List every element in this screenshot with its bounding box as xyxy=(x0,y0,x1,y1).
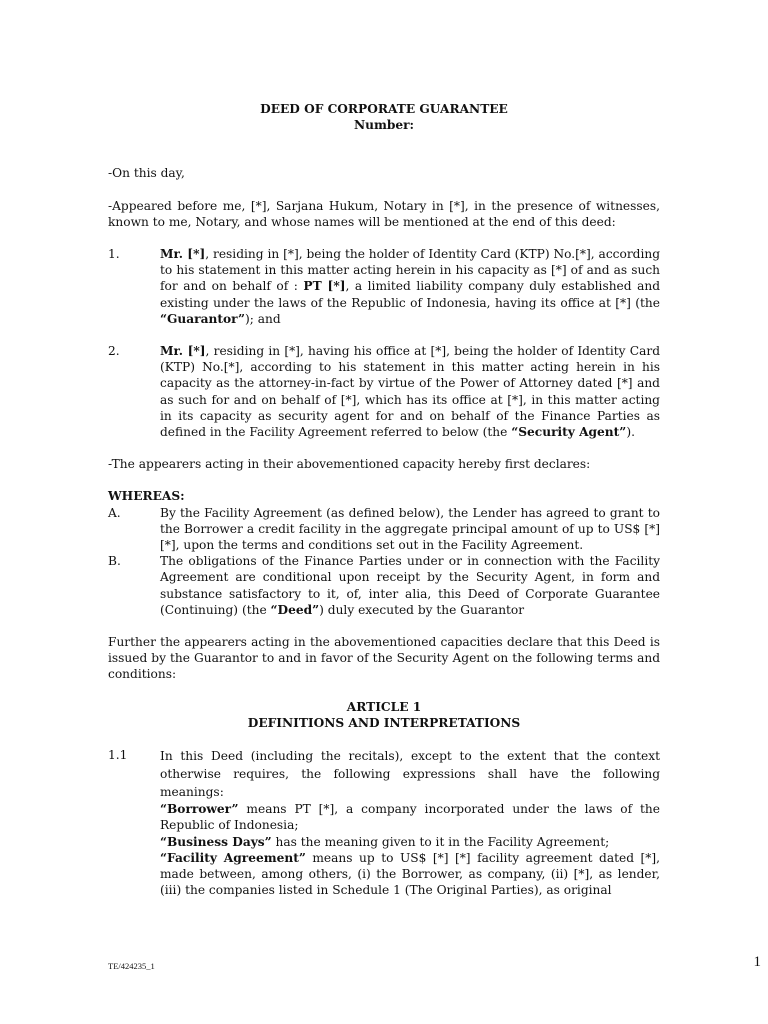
appearer-2 xyxy=(108,343,660,440)
document-title: DEED OF CORPORATE GUARANTEE xyxy=(260,102,508,116)
recital-b xyxy=(108,553,660,618)
article-title: DEFINITIONS AND INTERPRETATIONS xyxy=(247,715,521,730)
on-this-day: -On this day, xyxy=(108,166,185,181)
definition-borrower: “Borrower” means PT [*], a company incorporated under the laws of the Republic of Indonesia; xyxy=(160,802,660,833)
appeared-paragraph: -Appeared before me, [*], Sarjana Hukum, Notary in [*], in the presence of witnesses, known to me, Notary, and whose names will be mentioned at the end of this deed: xyxy=(108,198,660,229)
whereas-heading: WHEREAS: xyxy=(108,489,185,504)
appearer-text: Mr. [*], residing in [*], having his office at [*], being the holder of Identity Card (KTP) No.[*], according to his statement in this matter acting herein in his capacity as the attorney-in-fact by virtue of the Power of Attorney dated [*] and as such for and on behalf of [*], which has its office at [*], in this matter acting in its capacity as security agent for and on behalf of the Finance Parties as defined in the Facility Agreement referred to below (the “Security Agent”). xyxy=(160,344,660,440)
recital-letter: A. xyxy=(108,505,121,520)
definition-business-days: “Business Days” has the meaning given to it in the Facility Agreement; xyxy=(160,834,610,849)
appearer-number: 1. xyxy=(108,247,120,262)
recital-text: The obligations of the Finance Parties under or in connection with the Facility Agreement are conditional upon receipt by the Security Agent, in form and substance satisfactory to it, of, inter alia, this Deed of Corporate Guarantee (Continuing) (the “Deed”) duly executed by the Guarantor xyxy=(160,554,660,617)
appearer-1 xyxy=(108,246,660,327)
definition-facility-agreement: “Facility Agreement” means up to US$ [*] [*] facility agreement dated [*], made between, among others, (i) the Borrower, as company, (ii) [*], as lender, (iii) the companies listed in Schedule 1 (The Original Parties), as original xyxy=(160,850,660,898)
appearer-number: 2. xyxy=(108,344,120,359)
recital-letter: B. xyxy=(108,554,121,569)
deed-number-label: Number: xyxy=(353,118,415,133)
recital-text: By the Facility Agreement (as defined below), the Lender has agreed to grant to the Borrower a credit facility in the aggregate principal amount of up to US$ [*][*], upon the terms and conditions set out in the Facility Agreement. xyxy=(160,505,660,553)
clause-number: 1.1 xyxy=(108,748,128,763)
document-reference: TE/424235_1 xyxy=(108,961,155,971)
clause-text: In this Deed (including the recitals), except to the extent that the context otherwise requires, the following expressions shall have the following meanings: xyxy=(160,749,660,800)
further-paragraph: Further the appearers acting in the abovementioned capacities declare that this Deed is issued by the Guarantor to and in favor of the Security Agent on the following terms and conditions: xyxy=(108,635,660,682)
appearer-text: Mr. [*], residing in [*], being the holder of Identity Card (KTP) No.[*], according to his statement in this matter acting herein in his capacity as [*] of and as such for and on behalf of : PT [*], a limited liability company duly established and existing under the laws of the Republic of Indonesia, having its office at [*] (the “Guarantor”); and xyxy=(160,247,661,326)
declares-paragraph: -The appearers acting in their abovementioned capacity hereby first declares: xyxy=(108,457,591,472)
clause-1-1 xyxy=(108,747,660,801)
article-number: ARTICLE 1 xyxy=(346,699,422,714)
document-body xyxy=(108,101,660,898)
recital-a xyxy=(108,505,660,554)
page-number: 1 xyxy=(753,954,761,970)
